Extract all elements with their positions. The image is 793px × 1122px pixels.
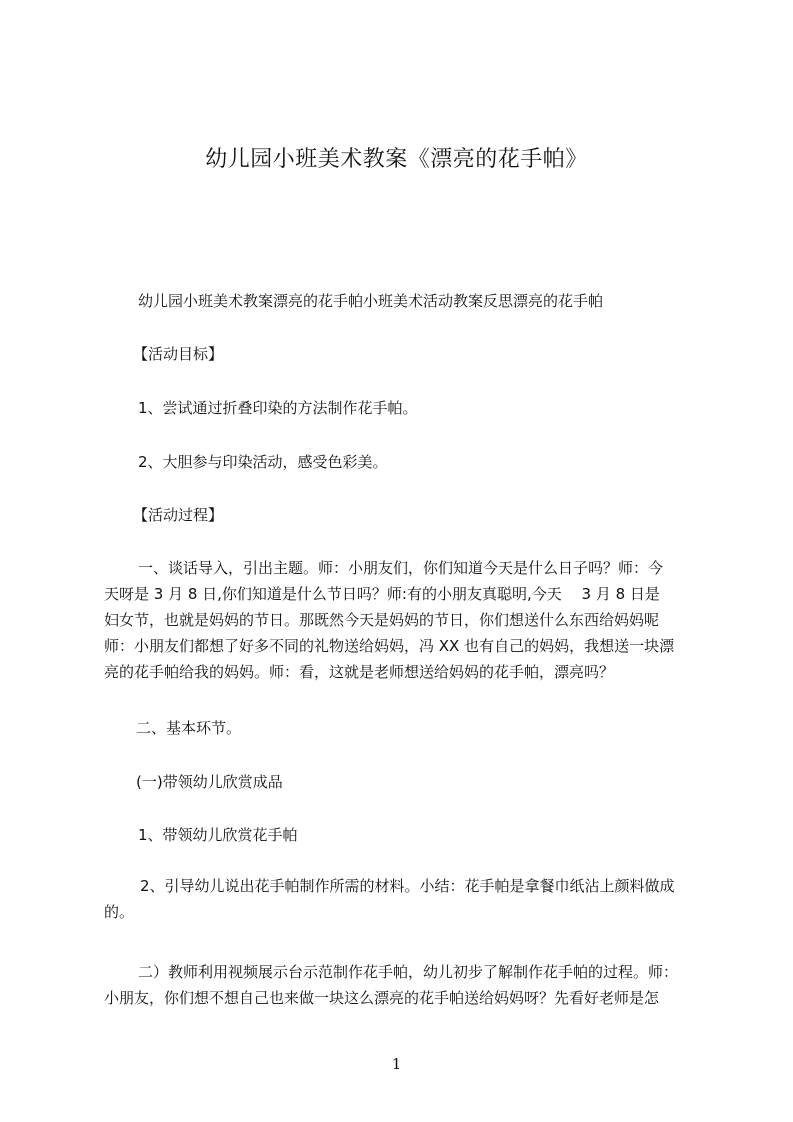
paragraph-line: 一、谈话导入，引出主题。师：小朋友们，你们知道今天是什么日子吗？师：今 [138,559,664,577]
paragraph-line: 天呀是 3 月 8 日,你们知道是什么节日吗？师:有的小朋友真聪明,今天 3 月 8 日是 [104,585,660,603]
subtitle-line: 幼儿园小班美术教案漂亮的花手帕小班美术活动教案反思漂亮的花手帕 [138,292,604,310]
document-title: 幼儿园小班美术教案《漂亮的花手帕》 [205,147,588,172]
paragraph-line: 2、引导幼儿说出花手帕制作所需的材料。小结：花手帕是拿餐巾纸沾上颜料做成 [140,877,675,895]
sub-heading-1: (一)带领幼儿欣赏成品 [136,773,283,791]
goal-item-2: 2、大胆参与印染活动，感受色彩美。 [138,453,388,471]
paragraph-line: 妇女节，也就是妈妈的节日。那既然今天是妈妈的节日，你们想送什么东西给妈妈呢 [104,611,660,629]
sub-item-1-2 [104,873,714,925]
sub-item-2 [104,959,714,1011]
section-heading-process: 【活动过程】 [133,506,224,524]
goal-item-1: 1、尝试通过折叠印染的方法制作花手帕。 [138,399,418,417]
page-number: 1 [391,1055,402,1073]
paragraph-line: 小朋友，你们想不想自己也来做一块这么漂亮的花手帕送给妈妈呀？先看好老师是怎 [104,989,660,1007]
basic-heading: 二、基本环节。 [136,719,242,737]
intro-paragraph [104,555,714,685]
paragraph-line: 亮的花手帕给我的妈妈。师：看，这就是老师想送给妈妈的花手帕，漂亮吗？ [104,663,615,681]
section-heading-goal: 【活动目标】 [133,345,224,363]
paragraph-line: 师：小朋友们都想了好多不同的礼物送给妈妈，冯 XX 也有自己的妈妈，我想送一块漂 [104,637,675,655]
paragraph-line: 二）教师利用视频展示台示范制作花手帕，幼儿初步了解制作花手帕的过程。师： [138,963,679,981]
sub-item-1-1: 1、带领幼儿欣赏花手帕 [138,826,298,844]
paragraph-line: 的。 [104,903,135,921]
